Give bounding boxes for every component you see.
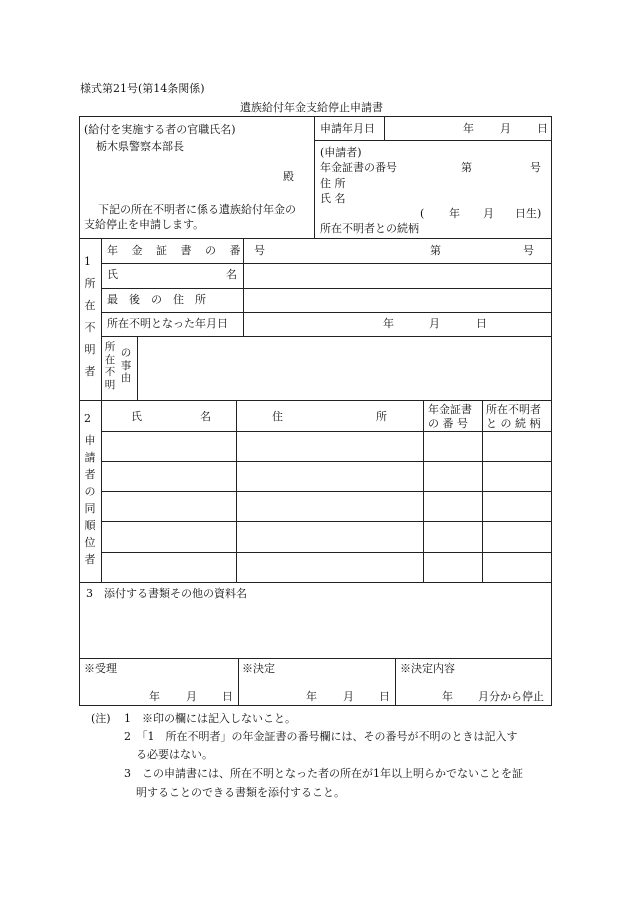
- receipt-month: 月: [186, 690, 197, 703]
- reason-label-line: [137, 336, 138, 400]
- section2-side-label: [83, 435, 97, 571]
- official-name: 栃木県警察本部長: [96, 140, 184, 153]
- decision-content-label: ※決定内容: [400, 662, 455, 675]
- decision-day: 日: [379, 690, 390, 703]
- reason-label-char: 由: [120, 372, 132, 384]
- decision-year: 年: [306, 690, 317, 703]
- s2-col-rel-1: 所在不明者: [486, 403, 541, 416]
- name-label: 氏 名: [320, 192, 346, 205]
- office-col-line-1: [238, 658, 239, 706]
- section3-label: 3 添付する書類その他の資料名: [86, 587, 247, 600]
- cert-number-label: 年金証書の番号: [320, 161, 397, 174]
- s2-col-name-a: 氏: [131, 410, 142, 423]
- s2-col-cert-2: の 番 号: [428, 417, 468, 430]
- s1-name-label-a: 氏: [107, 268, 118, 281]
- top-divider: [314, 116, 315, 238]
- s1-cert-label: 年 金 証 書 の 番 号: [107, 244, 270, 257]
- birth-year: 年: [449, 207, 460, 220]
- reason-label-char: 不: [104, 366, 116, 378]
- s2-col-addr-b: 所: [376, 410, 387, 423]
- s1-date-year: 年: [383, 317, 394, 330]
- section2-side-char: 者: [84, 468, 96, 481]
- s2-row-line-4: [101, 521, 552, 522]
- s1-cert-go: 号: [523, 244, 534, 257]
- stop-year: 年: [442, 690, 453, 703]
- date-day: 日: [537, 122, 548, 135]
- reason-label-char: 在: [104, 353, 116, 366]
- office-top-line: [79, 658, 552, 659]
- date-year: 年: [463, 122, 474, 135]
- date-row-line: [314, 140, 552, 141]
- s1-date-month: 月: [429, 317, 440, 330]
- s1-name-label-b: 名: [226, 268, 237, 281]
- decision-month: 月: [343, 690, 354, 703]
- cert-go: 号: [530, 161, 541, 174]
- reason-label-char: の: [120, 347, 132, 359]
- s1-row-line-1: [101, 263, 552, 264]
- request-text-2: 支給停止を申請します。: [84, 218, 205, 231]
- request-text-1: 下記の所在不明者に係る遺族給付年金の: [98, 203, 296, 216]
- reason-label-char: 所: [104, 341, 116, 353]
- relation-label: 所在不明者との続柄: [320, 222, 419, 235]
- s2-row-line-3: [101, 491, 552, 492]
- cert-dai: 第: [461, 161, 472, 174]
- s1-date-day: 日: [476, 317, 487, 330]
- receipt-year: 年: [149, 690, 160, 703]
- s2-row-line-2: [101, 461, 552, 462]
- birth-open: (: [420, 207, 425, 220]
- note-2-line-1: 2 「1 所在不明者」の年金証書の番号欄には、その番号が不明のときは記入す: [124, 730, 518, 743]
- s1-row-line-3: [101, 312, 552, 313]
- section2-side-char: 請: [84, 451, 96, 464]
- notes-prefix: (注): [91, 712, 111, 725]
- birth-close: 日生): [515, 207, 542, 220]
- office-col-line-2: [395, 658, 396, 706]
- section2-side-char: の: [84, 485, 96, 498]
- note-3-line-1: 3 この申請書には、所在不明となった者の所在が1年以上明らかでないことを証: [124, 767, 523, 780]
- reason-label-char: 事: [120, 359, 132, 372]
- page-title: 遺族給付年金支給停止申請書: [240, 101, 383, 114]
- s1-address-label: 最 後 の 住 所: [107, 293, 206, 306]
- section2-side-char: 位: [84, 536, 96, 549]
- applicant-label: (申請者): [320, 146, 362, 159]
- s2-col-addr-a: 住: [272, 410, 283, 423]
- s1-cert-dai: 第: [430, 244, 441, 257]
- section2-side-char: 順: [84, 519, 96, 532]
- note-3-line-2: 明することのできる書類を添付すること。: [136, 786, 345, 799]
- section1-side-char: 所: [84, 277, 96, 290]
- date-divider: [384, 116, 385, 140]
- birth-month: 月: [483, 207, 494, 220]
- reason-label-char: 明: [104, 378, 116, 391]
- receipt-label: ※受理: [84, 662, 117, 675]
- receipt-day: 日: [222, 690, 233, 703]
- s1-missing-date-label: 所在不明となった年月日: [107, 317, 228, 330]
- form-number: 様式第21号(第14条関係): [80, 82, 205, 95]
- section2-side-char: 者: [84, 553, 96, 566]
- s1-row-line-4: [101, 336, 552, 337]
- address-label: 住 所: [320, 177, 346, 190]
- s2-row-line-5: [101, 552, 552, 553]
- section3-top-line: [79, 582, 552, 583]
- date-label: 申請年月日: [320, 122, 375, 135]
- decision-label: ※決定: [242, 662, 275, 675]
- section1-side-char: 明: [84, 343, 96, 356]
- s2-col-rel-2: と の 続 柄: [486, 417, 541, 430]
- section1-side-label: [83, 278, 97, 388]
- note-2-line-2: る必要はない。: [136, 748, 213, 761]
- section2-number: 2: [84, 412, 91, 425]
- reason-label-col1: [103, 342, 117, 392]
- section2-side-char: 同: [84, 502, 96, 515]
- s2-col-name-b: 名: [200, 410, 211, 423]
- official-label: (給付を実施する者の官職氏名): [84, 123, 236, 136]
- section1-side-char: 在: [84, 299, 96, 312]
- reason-label-col2: [119, 348, 133, 386]
- honorific: 殿: [283, 170, 294, 183]
- stop-text: 月分から停止: [478, 690, 544, 703]
- section1-side-char: 者: [84, 365, 96, 378]
- section1-top-line: [79, 238, 552, 239]
- section1-side-char: 不: [84, 321, 96, 334]
- date-month: 月: [500, 122, 511, 135]
- s2-row-line-1: [101, 431, 552, 432]
- note-1: 1 ※印の欄には記入しないこと。: [124, 712, 296, 725]
- s1-row-line-2: [101, 288, 552, 289]
- section2-side-char: 申: [84, 434, 96, 447]
- s2-col-cert-1: 年金証書: [428, 403, 472, 416]
- section1-number: 1: [84, 255, 91, 268]
